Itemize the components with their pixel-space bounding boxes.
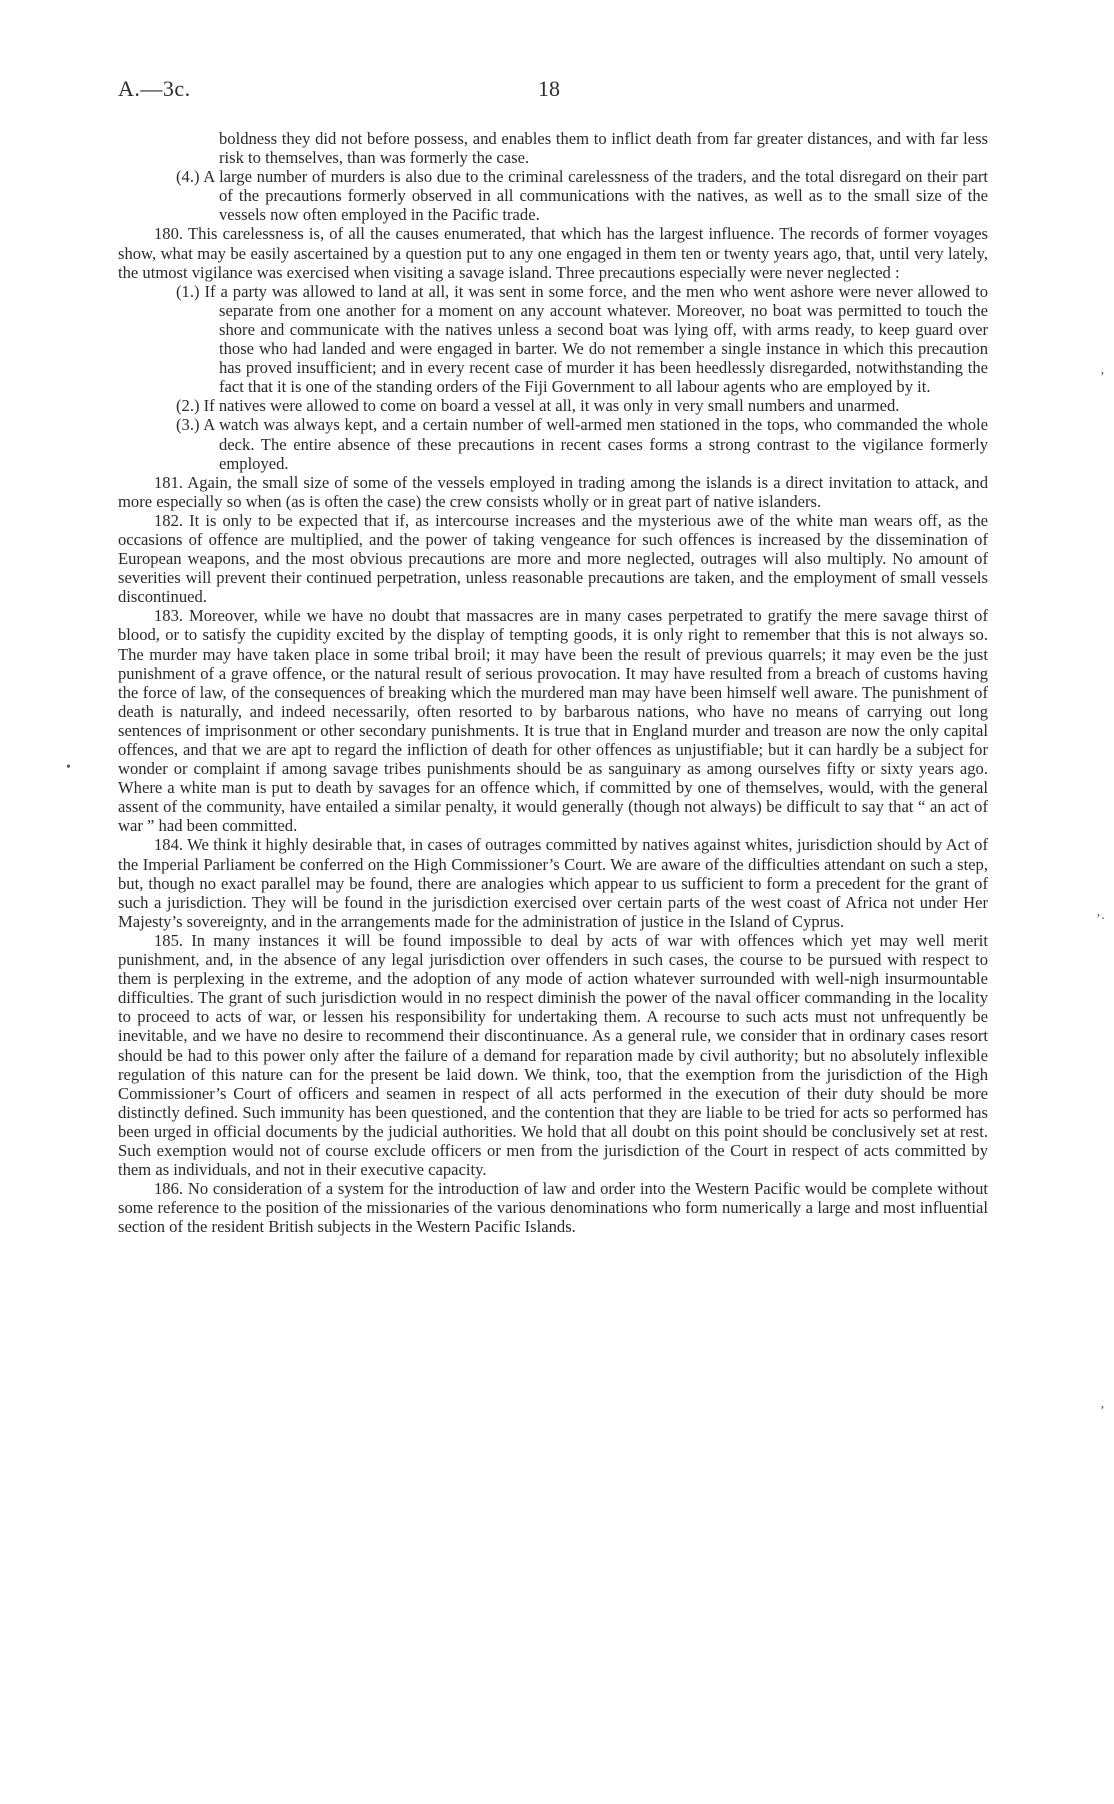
paragraph-185: 185. In many instances it will be found impossible to deal by acts of war with offences which yet may well merit punishment, and, in the absence of any legal jurisdiction over offenders in such cases, the course to be pursued with respect to them is perplexing in the extreme, and the adoption of any mode of action whatever surrounded with well-nigh insurmountable difficulties. The grant of such jurisdiction would in no respect diminish the power of the naval officer commanding in the locality to proceed to acts of war, or lessen his responsibility for undertaking them. A recourse to such acts must not unfrequently be inevitable, and we have no desire to recommend their discontinuance. As a general rule, we consider that in ordinary cases resort should be had to this power only after the failure of a demand for reparation made by civil authority; but no absolutely inflexible regulation of this nature can for the present be laid down. We think, too, that the exemption from the jurisdiction of the High Commissioner’s Court of officers and seamen in respect of all acts performed in the execution of their duty should be more distinctly defined. Such immunity has been questioned, and the contention that they are liable to be tried for acts so performed has been urged in official documents by the judicial authorities. We hold that all doubt on this point should be conclusively set at rest. Such exemption would not of course exclude officers or men from the jurisdiction of the Court in respect of acts committed by them as individuals, and not in their executive capacity. <box>118 930 988 1180</box>
paragraph-184: 184. We think it highly desirable that, in cases of outrages committed by natives against whites, jurisdiction should by Act of the Imperial Parliament be conferred on the High Commissioner’s Court. We are aware of the difficulties attendant on such a step, but, though no exact parallel may be found, there are analogies which appear to us sufficient to form a precedent for the grant of such a jurisdiction. They will be found in the jurisdiction exercised over certain parts of the west coast of Africa not under Her Majesty’s sovereignty, and in the arrangements made for the administration of justice in the Island of Cyprus. <box>118 835 988 931</box>
page-number: 18 <box>538 76 560 101</box>
paragraph-180-item-3: (3.) A watch was always kept, and a certain number of well-armed men stationed in the tops, who commanded the whole deck. The entire absence of these precautions in recent cases forms a strong contrast to the vigilance formerly employed. <box>176 415 988 473</box>
paragraph-180-item-1: (1.) If a party was allowed to land at all, it was sent in some force, and the men who went ashore were never allowed to separate from one another for a moment on any account whatever. Moreover, no boat was permitted to touch the shore and communicate with the natives unless a second boat was lying off, with arms ready, to keep guard over those who had landed and were engaged in barter. We do not remember a single instance in which this precaution has proved insufficient; and in every recent case of murder it has been heedlessly disregarded, notwithstanding the fact that it is one of the standing orders of the Fiji Government to all labour agents who are employed by it. <box>176 281 988 397</box>
paragraph-continuation: boldness they did not before possess, and enables them to inflict death from far greater distances, and with far less risk to themselves, than was formerly the case. <box>219 129 988 168</box>
margin-mark: ’· <box>1096 912 1106 927</box>
paragraph-186: 186. No consideration of a system for the introduction of law and order into the Western Pacific would be complete without some reference to the position of the missionaries of the various denominations who form numerically a large and most influential section of the resident British subjects in the Western Pacific Islands. <box>118 1179 988 1237</box>
paragraph-180: 180. This carelessness is, of all the causes enumerated, that which has the largest influence. The records of former voyages show, what may be easily ascertained by a question put to any one engaged in them ten or twenty years ago, that, until very lately, the utmost vigilance was exercised when visiting a savage island. Three precautions especially were never neglected : <box>118 224 988 282</box>
paragraph-181: 181. Again, the small size of some of the vessels employed in trading among the islands is a direct invitation to attack, and more especially so when (as is often the case) the crew consists wholly or in great part of native islanders. <box>118 472 988 511</box>
page-header <box>118 76 998 108</box>
paragraph-183: 183. Moreover, while we have no doubt that massacres are in many cases perpetrated to gratify the mere savage thirst of blood, or to satisfy the cupidity excited by the display of tempting goods, it is only right to remember that this is not always so. The murder may have taken place in some tribal broil; it may have been the result of previous quarrels; it may even be the just punishment of a grave offence, or the natural result of serious provocation. It may have resulted from a breach of customs having the force of law, of the consequences of breaking which the murdered man may have been himself well aware. The punishment of death is naturally, and indeed necessarily, often resorted to by barbarous nations, who have no means of carrying out long sentences of imprisonment or other secondary punishments. It is true that in England murder and treason are now the only capital offences, and that we are apt to regard the infliction of death for other offences as unjustifiable; but it can hardly be a subject for wonder or complaint if among savage tribes punishments should be as sanguinary as among ourselves fifty or sixty years ago. Where a white man is put to death by savages for an offence which, if committed by one of themselves, would, with the general assent of the community, have entailed a similar penalty, it would generally (though not always) be difficult to say that “ an act of war ” had been committed. <box>118 606 988 836</box>
paragraph-182: 182. It is only to be expected that if, as intercourse increases and the mysterious awe of the white man wears off, as the occasions of offence are multiplied, and the power of taking vengeance for such offences is increased by the dissemination of European weapons, and the most obvious precautions are more and more neglected, outrages will also multiply. No amount of severities will prevent their continued perpetration, unless reasonable precautions are taken, and the employment of small vessels discontinued. <box>118 510 988 607</box>
margin-mark: ’ <box>1100 1404 1105 1419</box>
margin-mark: ’ <box>1100 370 1105 385</box>
paragraph-180-item-2: (2.) If natives were allowed to come on board a vessel at all, it was only in very small numbers and unarmed. <box>176 396 900 416</box>
list-item-4: (4.) A large number of murders is also due to the criminal carelessness of the traders, and the total disregard on their part of the precautions formerly observed in all communications with the natives, as well as to the small size of the vessels now often employed in the Pacific trade. <box>176 167 988 225</box>
margin-mark: • <box>66 760 71 775</box>
body-text <box>118 129 988 1236</box>
document-reference: A.—3c. <box>118 76 191 101</box>
